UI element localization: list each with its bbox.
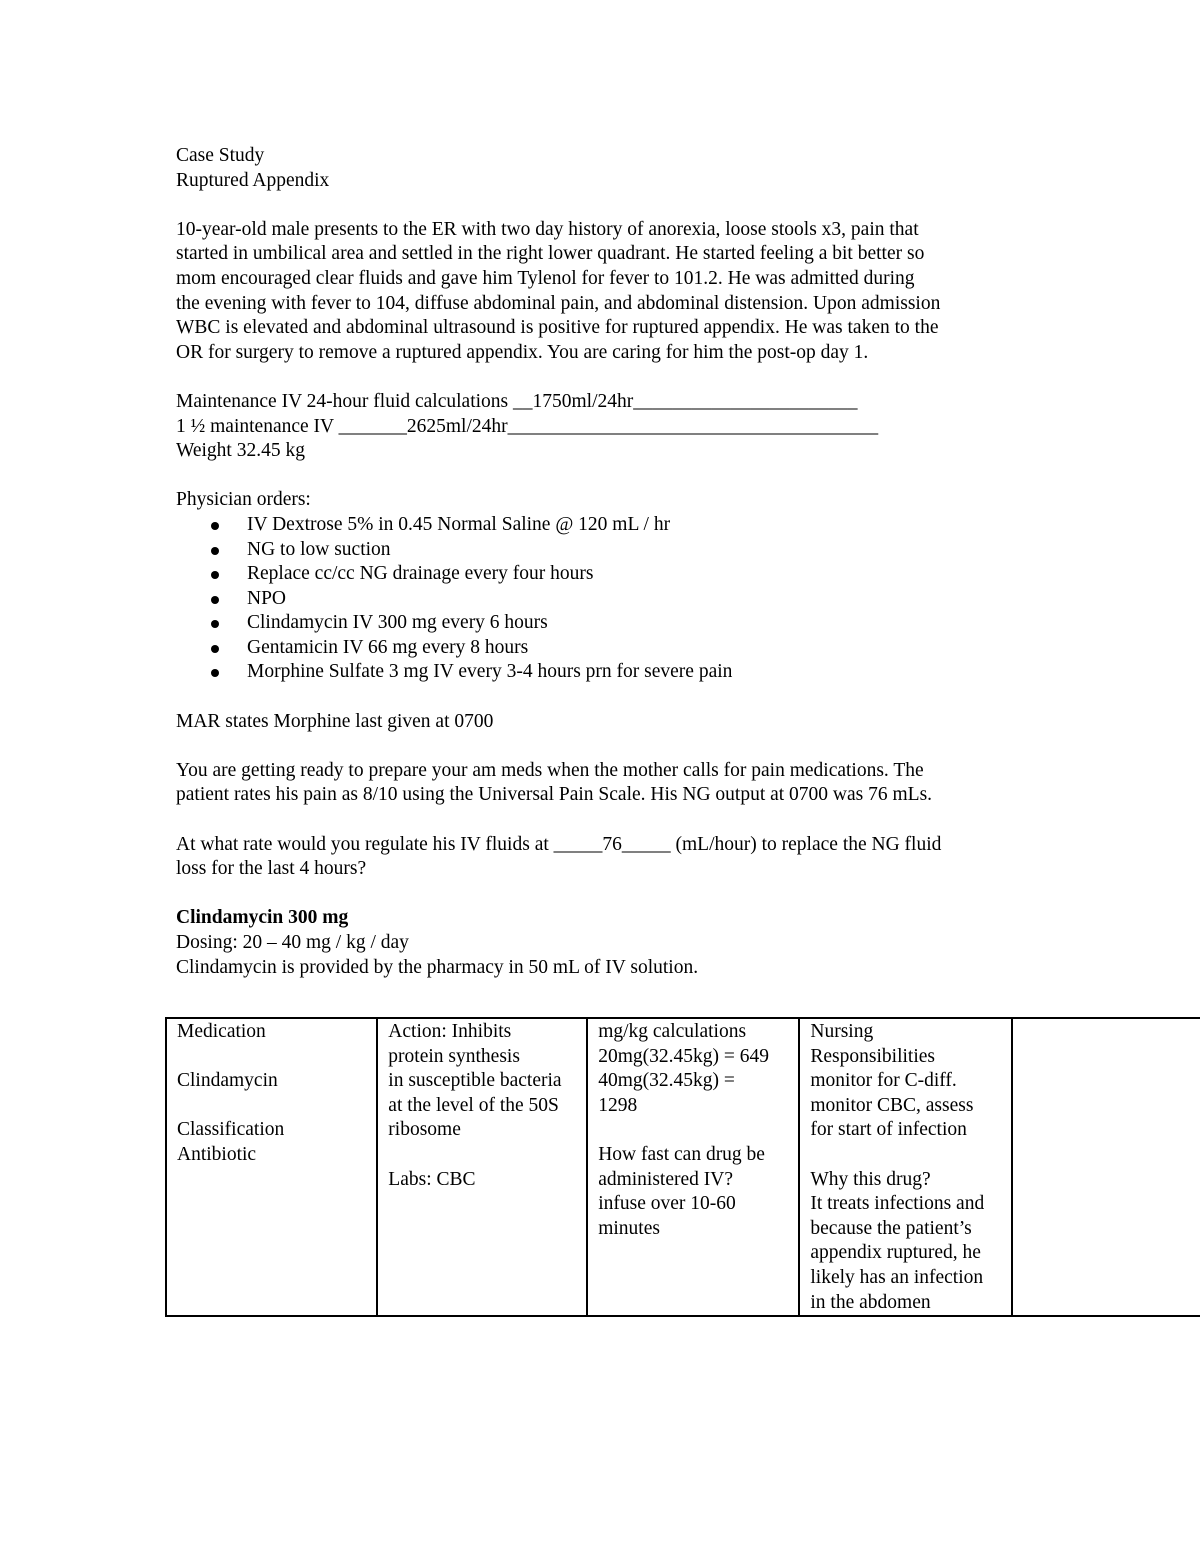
order-text: IV Dextrose 5% in 0.45 Normal Saline @ 120 mL / hr: [247, 513, 671, 535]
order-text: Replace cc/cc NG drainage every four hours: [247, 563, 594, 585]
cell-line: Why this drug?: [810, 1168, 931, 1190]
cell-line: How fast can drug be: [598, 1143, 765, 1165]
list-item: [176, 636, 1200, 661]
cell-line: administered IV?: [598, 1168, 734, 1190]
scenario-line: started in umbilical area and settled in the right lower quadrant. He started feeling a bit better so: [176, 243, 925, 265]
spacer: [176, 734, 1200, 759]
spacer: [176, 365, 1200, 390]
cell-line: 1298: [598, 1094, 638, 1116]
bullet-icon: [211, 645, 219, 653]
page-title: Case Study: [176, 145, 265, 166]
cell-line: [177, 1094, 376, 1119]
bullet-icon: [211, 669, 219, 677]
cell-line: ribosome: [388, 1119, 461, 1141]
cell-line: Labs: CBC: [388, 1168, 476, 1190]
scenario-line: WBC is elevated and abdominal ultrasound is positive for ruptured appendix. He was taken to the: [176, 317, 939, 339]
cell-line: in the abdomen: [810, 1291, 931, 1313]
one-half-maintenance-line: 1 ½ maintenance IV _______2625ml/24hr______________________________________: [176, 415, 879, 437]
list-item: [176, 660, 1200, 685]
cell-line: infuse over 10-60: [598, 1193, 736, 1215]
cell-line: [177, 1045, 376, 1070]
spacer: [176, 464, 1200, 489]
scenario-line: 10-year-old male presents to the ER with two day history of anorexia, loose stools x3, pain that: [176, 218, 919, 240]
dosing-line: Dosing: 20 – 40 mg / kg / day: [176, 932, 409, 953]
cell-line: Responsibilities: [810, 1045, 935, 1067]
bullet-icon: [211, 571, 219, 579]
page-subtitle: Ruptured Appendix: [176, 169, 330, 191]
order-text: Gentamicin IV 66 mg every 8 hours: [247, 636, 529, 658]
nursing-cell: [799, 1018, 1011, 1316]
empty-cell: [1012, 1018, 1200, 1316]
bullet-icon: [211, 620, 219, 628]
order-text: NPO: [247, 587, 287, 609]
cell-line: 40mg(32.45kg) =: [598, 1070, 735, 1092]
cell-line: [388, 1143, 586, 1168]
cell-line: [810, 1143, 1010, 1168]
cell-line: Classification: [177, 1119, 285, 1141]
cell-line: monitor for C-diff.: [810, 1070, 957, 1092]
spacer: [176, 882, 1200, 907]
cell-line: Nursing: [810, 1021, 874, 1042]
orders-list: [176, 513, 1200, 685]
cell-line: at the level of the 50S: [388, 1094, 559, 1116]
maintenance-iv-line: Maintenance IV 24-hour fluid calculations __1750ml/24hr_______________________: [176, 390, 858, 412]
medication-table: [165, 1017, 1200, 1317]
order-text: Morphine Sulfate 3 mg IV every 3-4 hours prn for severe pain: [247, 661, 733, 683]
spacer: [176, 808, 1200, 833]
list-item: [176, 562, 1200, 587]
orders-heading: Physician orders:: [176, 489, 311, 511]
mar-line: MAR states Morphine last given at 0700: [176, 710, 494, 732]
situation-line: patient rates his pain as 8/10 using the Universal Pain Scale. His NG output at 0700 was 76 mLs.: [176, 784, 933, 806]
clindamycin-heading: Clindamycin 300 mg: [176, 907, 349, 929]
cell-line: appendix ruptured, he: [810, 1242, 981, 1264]
cell-line: minutes: [598, 1217, 660, 1239]
cell-line: Medication: [177, 1021, 266, 1042]
scenario-line: mom encouraged clear fluids and gave him Tylenol for fever to 101.2. He was admitted during: [176, 267, 915, 289]
cell-line: in susceptible bacteria: [388, 1070, 562, 1092]
cell-line: monitor CBC, assess: [810, 1094, 974, 1116]
cell-line: for start of infection: [810, 1119, 967, 1141]
cell-line: Antibiotic: [177, 1143, 257, 1165]
question-line: At what rate would you regulate his IV fluids at _____76_____ (mL/hour) to replace the NG fluid: [176, 833, 942, 855]
question-line: loss for the last 4 hours?: [176, 858, 367, 880]
scenario-paragraph: [176, 218, 1200, 366]
bullet-icon: [211, 596, 219, 604]
table-row: [166, 1018, 1200, 1316]
calculations-cell: [587, 1018, 799, 1316]
cell-line: mg/kg calculations: [598, 1021, 747, 1042]
cell-line: 20mg(32.45kg) = 649: [598, 1045, 769, 1067]
provided-line: Clindamycin is provided by the pharmacy in 50 mL of IV solution.: [176, 956, 699, 978]
spacer: [176, 193, 1200, 218]
scenario-line: the evening with fever to 104, diffuse abdominal pain, and abdominal distension. Upon admission: [176, 292, 941, 314]
order-text: NG to low suction: [247, 538, 391, 560]
cell-line: protein synthesis: [388, 1045, 520, 1067]
scenario-line: OR for surgery to remove a ruptured appendix. You are caring for him the post-op day 1.: [176, 341, 869, 363]
cell-line: Action: Inhibits: [388, 1021, 512, 1042]
medication-cell: [166, 1018, 377, 1316]
bullet-icon: [211, 522, 219, 530]
cell-line: because the patient’s: [810, 1217, 972, 1239]
situation-line: You are getting ready to prepare your am meds when the mother calls for pain medications. The: [176, 759, 924, 781]
cell-line: It treats infections and: [810, 1193, 985, 1215]
bullet-icon: [211, 547, 219, 555]
list-item: [176, 538, 1200, 563]
weight-line: Weight 32.45 kg: [176, 440, 305, 462]
cell-line: likely has an infection: [810, 1266, 984, 1288]
list-item: [176, 611, 1200, 636]
list-item: [176, 513, 1200, 538]
action-cell: [377, 1018, 587, 1316]
cell-line: Clindamycin: [177, 1070, 278, 1092]
order-text: Clindamycin IV 300 mg every 6 hours: [247, 612, 548, 634]
cell-line: [598, 1118, 798, 1143]
spacer: [176, 685, 1200, 710]
document-body: [176, 144, 1200, 980]
list-item: [176, 587, 1200, 612]
